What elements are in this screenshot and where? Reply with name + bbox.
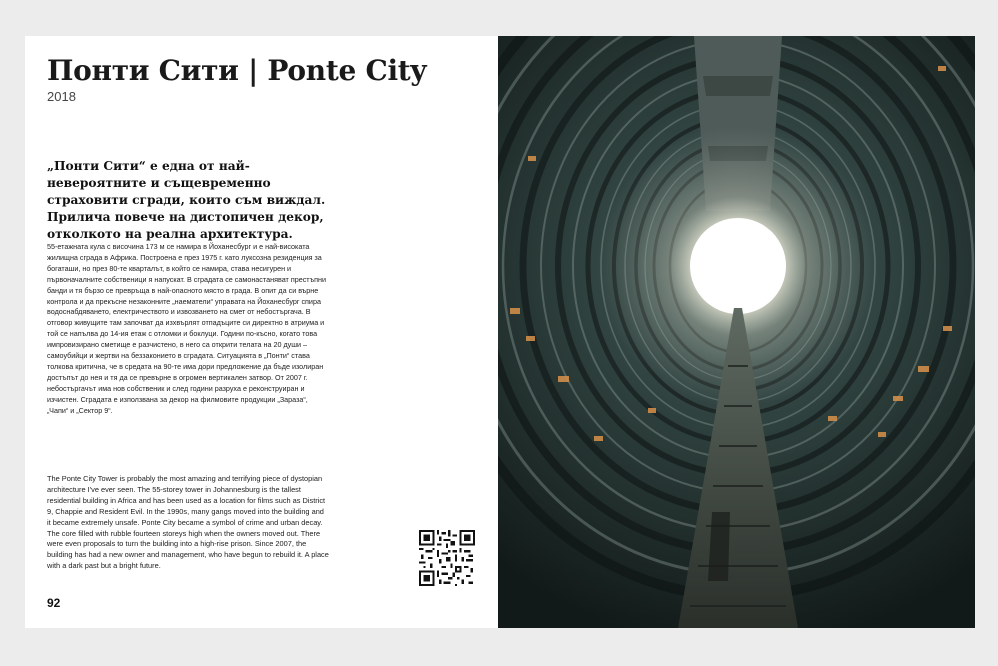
right-page	[498, 36, 975, 628]
qr-code-icon[interactable]	[419, 530, 475, 586]
body-text-bulgarian: 55-етажната кула с височина 173 м се намира в Йоханесбург и е най-високата жилищна сграда в Африка. Построена е през 1975 г. като луксозна резиденция за богаташи, но през 80-те кварталът, в който се намира, става несигурен и първоначалните собственици я напускат. В сградата се самонастаняват престъпни банди и тя бързо се превръща в най-опасното място в града. В опит да си върне контрола и да прекъсне незаконните „наематели“ управата на Йоханесбург спира водоснабдяването, електричеството и извозването на смет от небостъргача. В отговор живущите там започват да изхвърлят отпадъците си директно в атриума и той се напълва до 14-ия етаж с отломки и боклуци. Години по-късно, когато това импровизирано сметище е разчистено, в него са открити телата на 20 души – самоубийци и жертви на беззаконието в сградата. Ситуацията в „Понти“ става толкова критична, че в средата на 90-те има дори предложение да бъде изолиран достъпът до нея и тя да се превърне в огромен вертикален затвор. От 2007 г. небостъргачът има нов собственик и след години разруха е реконструиран и изчистен. Сградата е използвана за декор на филмовите продукции „Зараза“, „Чапи“ и „Сектор 9“.	[47, 242, 326, 415]
page-title: Понти Сити | Ponte City	[47, 54, 427, 87]
ponte-city-atrium-photo	[498, 36, 975, 628]
year-label: 2018	[47, 89, 76, 104]
left-page	[25, 36, 498, 628]
body-text-english: The Ponte City Tower is probably the most amazing and terrifying piece of dystopian architecture I've ever seen. The 55-storey tower in Johannesburg is the tallest residential building in Africa and has been used as a location for films such as District 9, Chappie and Resident Evil. In the 1990s, many gangs moved into the building and it became extremely unsafe. Ponte City became a symbol of crime and urban decay. The core filled with rubble fourteen storeys high when the owners moved out. There were even proposals to turn the building into a high-rise prison. Since 2007, the building has had a new owner and management, who have begun to rebuild it. A place with a dark past but a bright future.	[47, 474, 329, 571]
lead-paragraph: „Понти Сити“ е една от най-невероятните и същевременно страховити сгради, които съм виждал. Прилича повече на дистопичен декор, отколкото на реална архитектура.	[47, 159, 326, 241]
page-number: 92	[47, 596, 61, 610]
